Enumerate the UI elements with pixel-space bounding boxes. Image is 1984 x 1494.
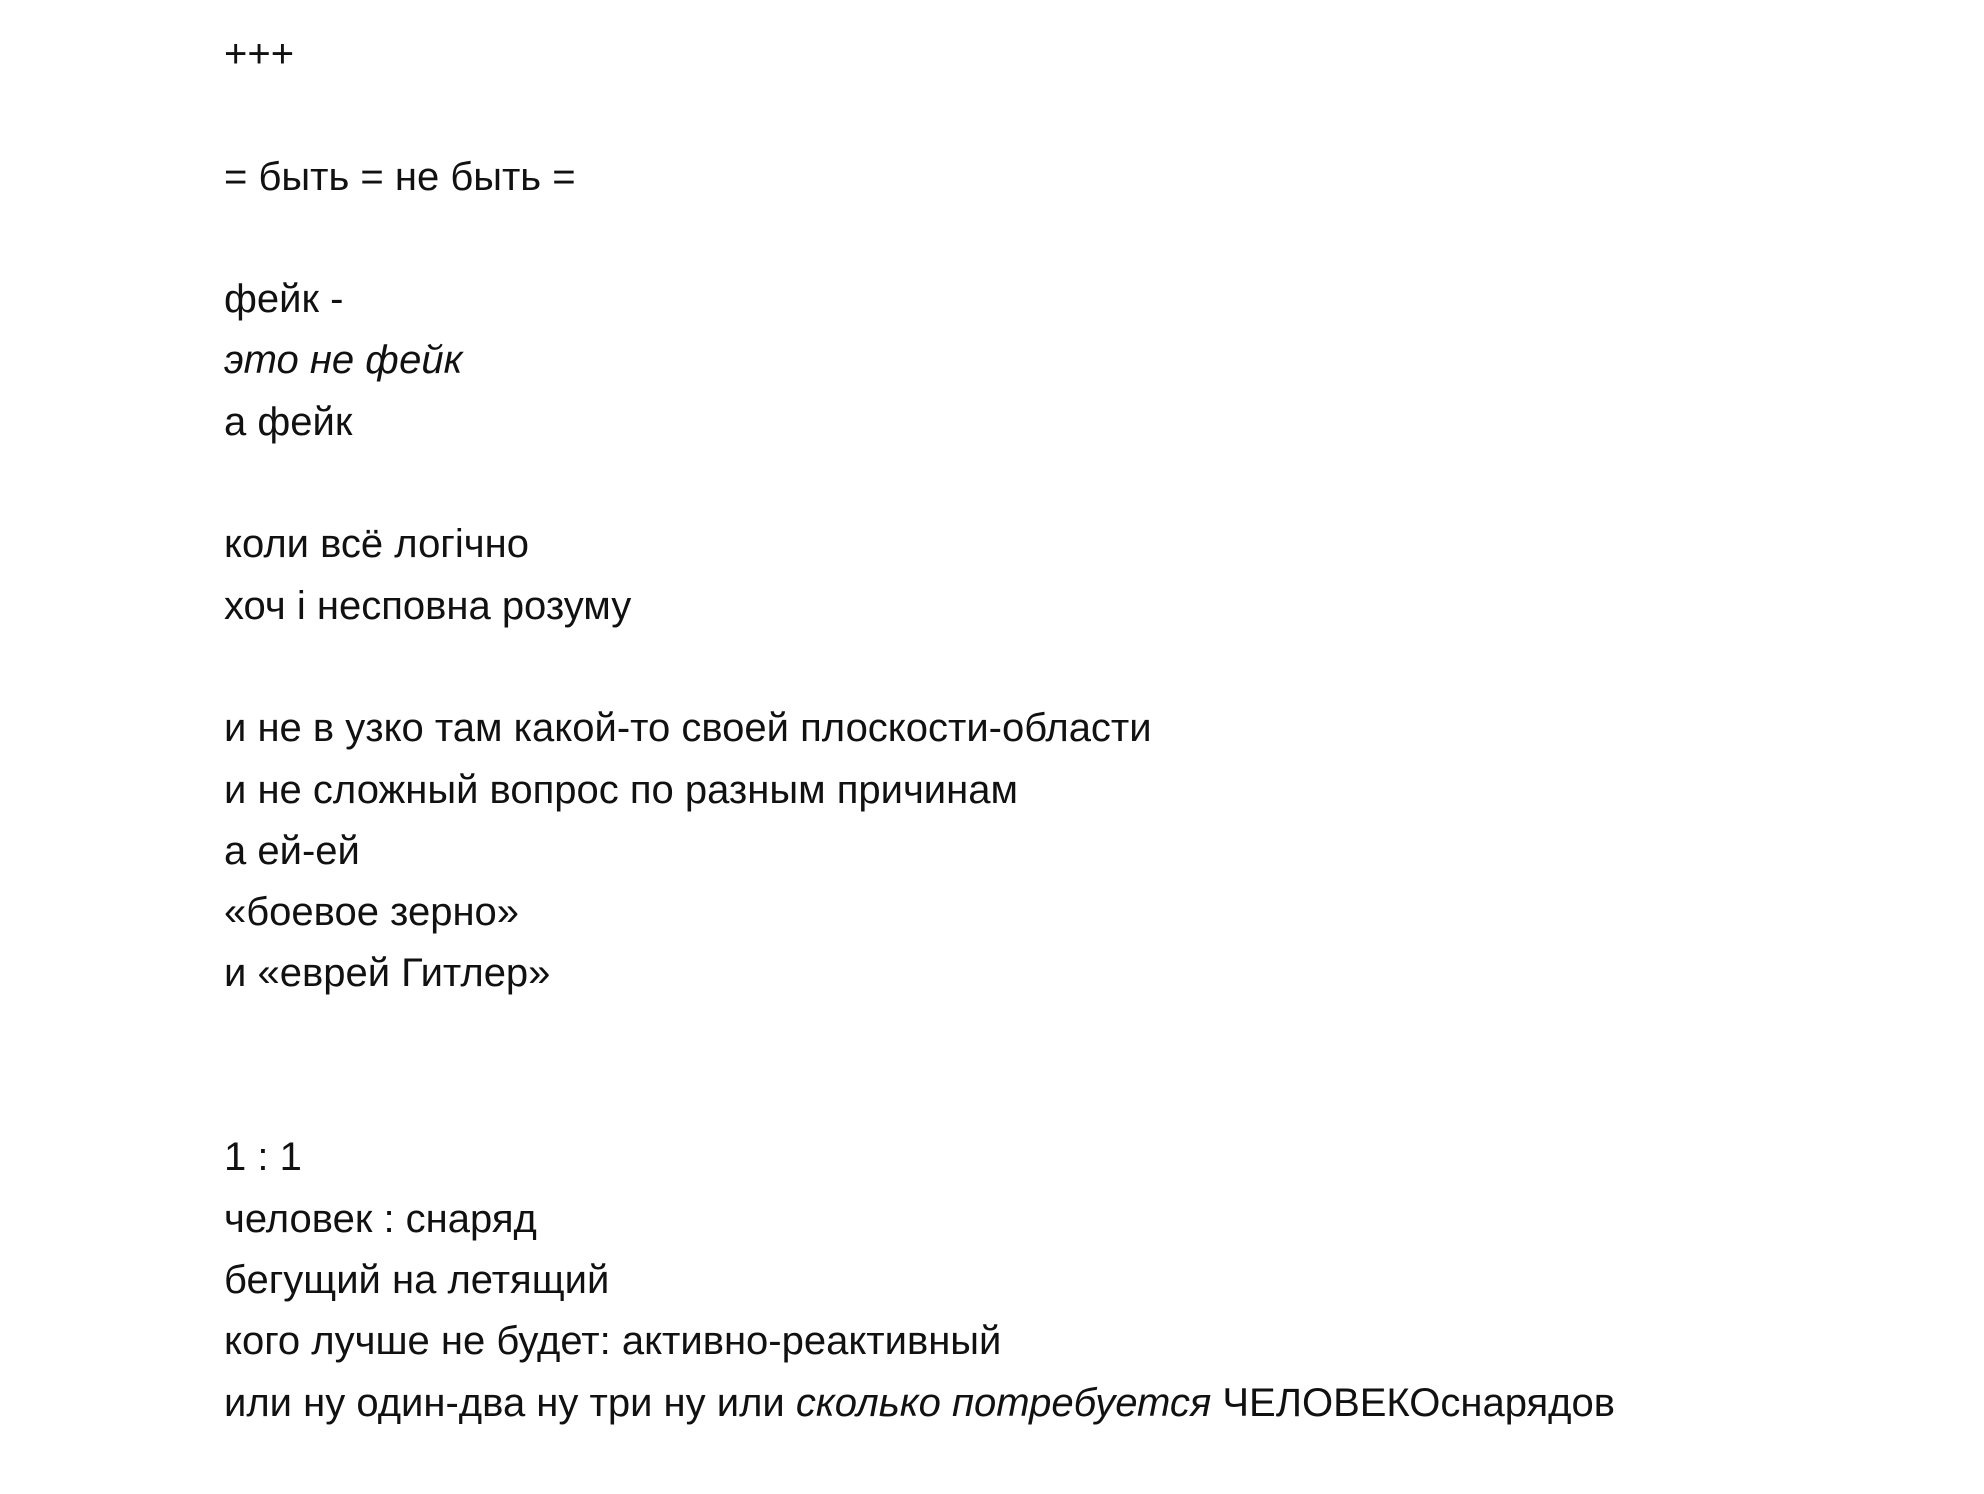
poem-line: а ей-ей [224, 828, 360, 873]
poem-line-segment: или ну один-два ну три ну или [224, 1380, 796, 1425]
poem-line-segment: ЧЕЛОВЕКОснарядов [1211, 1380, 1616, 1425]
poem-line-italic: это не фейк [224, 338, 463, 383]
poem-line-segment-italic: сколько потребуется [795, 1380, 1212, 1425]
stanza-gap [224, 208, 1924, 269]
poem-line: «боевое зерно» [224, 890, 520, 935]
stanza-gap [224, 637, 1924, 698]
poem-line: а фейк [224, 399, 353, 444]
poem-heading: +++ [224, 32, 295, 76]
poem-line: и не сложный вопрос по разным причинам [224, 767, 1018, 812]
poem-line: и не в узко там какой-то своей плоскости-области [224, 706, 1152, 751]
poem-line: коли всё логічно [224, 522, 529, 567]
stanza-gap [224, 1005, 1924, 1128]
stanza-gap [224, 85, 1924, 146]
poem-line: хоч і несповна розуму [224, 583, 632, 628]
poem-line: 1 : 1 [224, 1135, 302, 1180]
stanza-gap [224, 453, 1924, 514]
poem-line: бегущий на летящий [224, 1257, 610, 1302]
poem-line: кого лучше не будет: активно-реактивный [224, 1319, 1002, 1364]
poem-line: человек : снаряд [224, 1196, 537, 1241]
poem-text [224, 24, 1924, 1434]
poem-line: фейк - [224, 277, 344, 322]
poem-line: и «еврей Гитлер» [224, 951, 551, 996]
poem-line: = быть = не быть = [224, 154, 576, 199]
poem-line-last [224, 1373, 1924, 1434]
